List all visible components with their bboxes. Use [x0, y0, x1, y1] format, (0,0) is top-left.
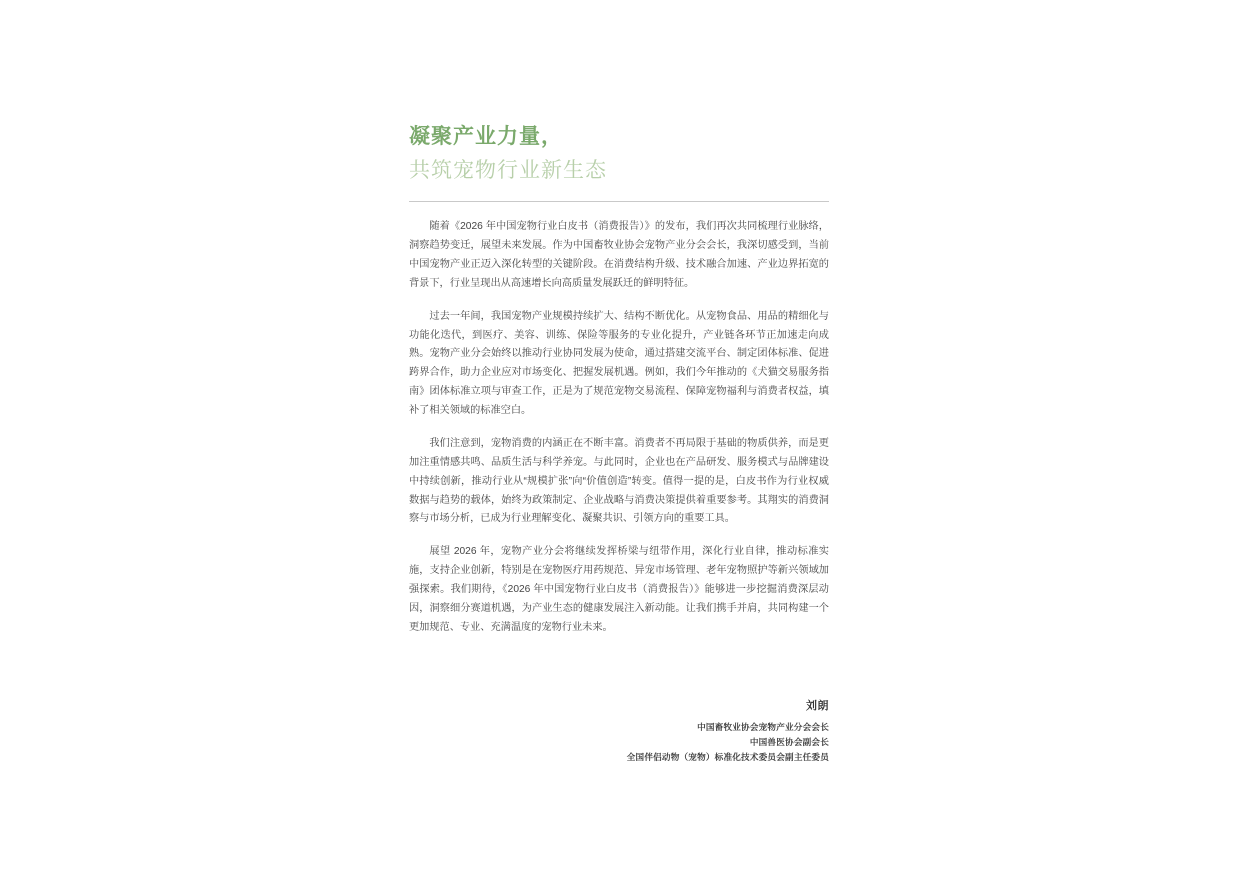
page-title	[409, 120, 829, 187]
paragraph-2: 过去一年间，我国宠物产业规模持续扩大、结构不断优化。从宠物食品、用品的精细化与功能化迭代，到医疗、美容、训练、保险等服务的专业化提升，产业链各环节正加速走向成熟。宠物产业分会始终以推动行业协同发展为使命，通过搭建交流平台、制定团体标准、促进跨界合作，助力企业应对市场变化、把握发展机遇。例如，我们今年推动的《犬猫交易服务指南》团体标准立项与审查工作，正是为了规范宠物交易流程、保障宠物福利与消费者权益，填补了相关领域的标准空白。	[409, 310, 829, 417]
document-content	[409, 120, 829, 652]
signature-role-3: 全国伴侣动物（宠物）标准化技术委员会副主任委员	[626, 752, 829, 763]
paragraph-1: 随着《2026 年中国宠物行业白皮书（消费报告）》的发布，我们再次共同梳理行业脉络，洞察趋势变迁，展望未来发展。作为中国畜牧业协会宠物产业分会会长，我深切感受到，当前中国宠物产业正迈入深化转型的关键阶段。在消费结构升级、技术融合加速、产业边界拓宽的背景下，行业呈现出从高速增长向高质量发展跃迁的鲜明特征。	[409, 221, 829, 289]
signature-role-1: 中国畜牧业协会宠物产业分会会长	[697, 722, 829, 732]
paragraph-3: 我们注意到，宠物消费的内涵正在不断丰富。消费者不再局限于基础的物质供养，而是更加注重情感共鸣、品质生活与科学养宠。与此同时，企业也在产品研发、服务模式与品牌建设中持续创新，推动行业从“规模扩张”向“价值创造”转变。值得一提的是，白皮书作为行业权威数据与趋势的载体，始终为政策制定、企业战略与消费决策提供着重要参考。其翔实的消费洞察与市场分析，已成为行业理解变化、凝聚共识、引领方向的重要工具。	[409, 437, 829, 525]
paragraph-4: 展望 2026 年，宠物产业分会将继续发挥桥梁与纽带作用，深化行业自律，推动标准实施，支持企业创新，特别是在宠物医疗用药规范、异宠市场管理、老年宠物照护等新兴领域加强探索。我们期待，《2026 年中国宠物行业白皮书（消费报告）》能够进一步挖掘消费深层动因，洞察细分赛道机遇，为产业生态的健康发展注入新动能。让我们携手并肩，共同构建一个更加规范、专业、充满温度的宠物行业未来。	[409, 546, 829, 633]
body-text	[409, 218, 829, 638]
title-line-secondary: 共筑宠物行业新生态	[409, 158, 607, 182]
title-line-primary: 凝聚产业力量，	[409, 125, 563, 148]
signature-name: 刘朗	[806, 700, 829, 712]
signature-role-2: 中国兽医协会副会长	[749, 737, 829, 748]
signature-block	[409, 697, 829, 765]
title-divider	[409, 201, 829, 202]
